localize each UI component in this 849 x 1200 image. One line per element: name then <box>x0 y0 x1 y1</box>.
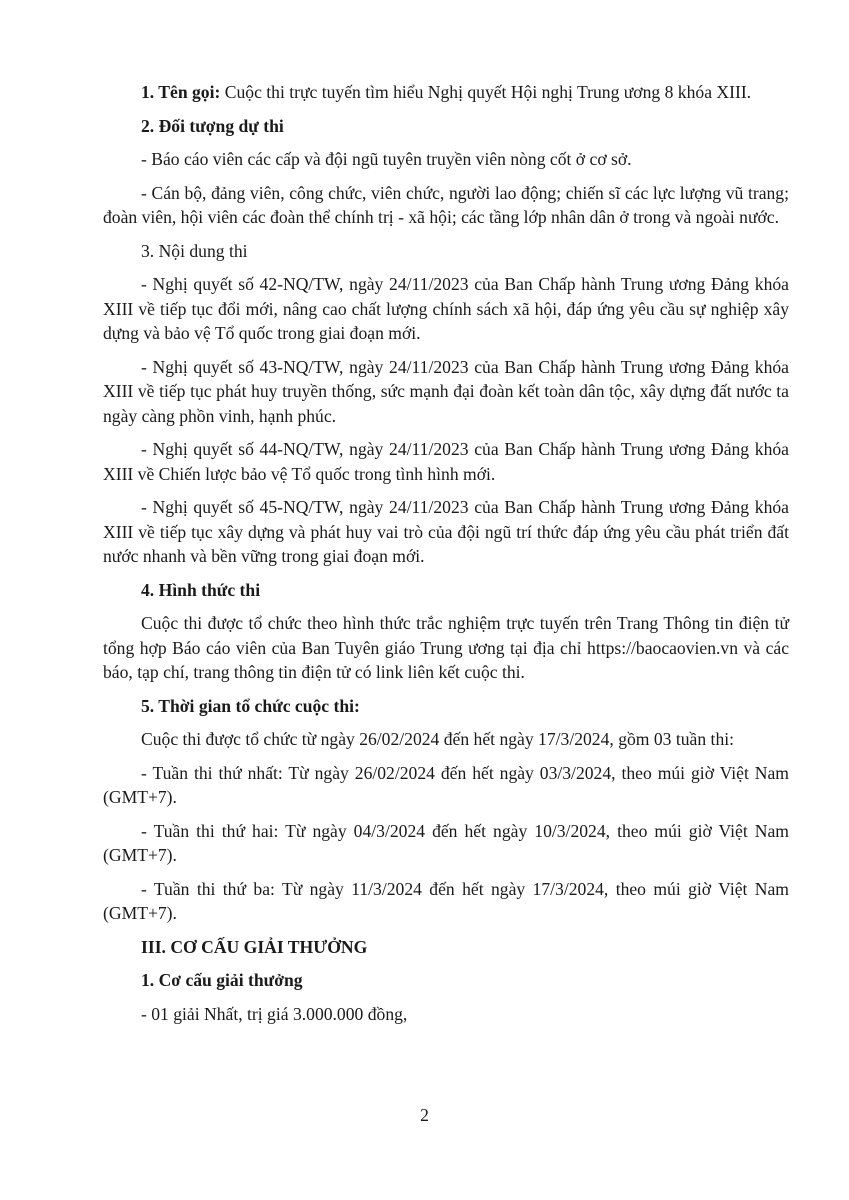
section-4-heading: 4. Hình thức thi <box>141 579 261 600</box>
paragraph: - Tuần thi thứ nhất: Từ ngày 26/02/2024 đến hết ngày 03/3/2024, theo múi giờ Việt Nam (GMT+7). <box>103 762 789 807</box>
paragraph: - Nghị quyết số 44-NQ/TW, ngày 24/11/2023 của Ban Chấp hành Trung ương Đảng khóa XIII về Chiến lược bảo vệ Tổ quốc trong tình hình mới. <box>103 439 789 484</box>
section-1-name <box>103 80 789 105</box>
paragraph: - Tuần thi thứ ba: Từ ngày 11/3/2024 đến hết ngày 17/3/2024, theo múi giờ Việt Nam (GMT+7). <box>103 878 789 923</box>
prize-structure-heading: 1. Cơ cấu giải thưởng <box>141 970 303 990</box>
part-iii-heading: III. CƠ CẤU GIẢI THƯỞNG <box>141 936 368 957</box>
paragraph: - Cán bộ, đảng viên, công chức, viên chức, người lao động; chiến sĩ các lực lượng vũ trang; đoàn viên, hội viên các đoàn thể chính trị - xã hội; các tầng lớp nhân dân ở trong và ngoài nước. <box>103 182 789 227</box>
paragraph: - Tuần thi thứ hai: Từ ngày 04/3/2024 đến hết ngày 10/3/2024, theo múi giờ Việt Nam (GMT+7). <box>103 820 789 865</box>
paragraph: - Nghị quyết số 43-NQ/TW, ngày 24/11/2023 của Ban Chấp hành Trung ương Đảng khóa XIII về tiếp tục phát huy truyền thống, sức mạnh đại đoàn kết toàn dân tộc, xây dựng đất nước ta ngày càng phồn vinh, hạnh phúc. <box>103 356 789 426</box>
document-body <box>103 80 789 1035</box>
paragraph: Cuộc thi được tổ chức theo hình thức trắc nghiệm trực tuyến trên Trang Thông tin điện tử tổng hợp Báo cáo viên của Ban Tuyên giáo Trung ương tại địa chỉ https://baocaovien.vn và các báo, tạp chí, trang thông tin điện tử có link liên kết cuộc thi. <box>103 613 789 682</box>
paragraph: Cuộc thi được tổ chức từ ngày 26/02/2024 đến hết ngày 17/3/2024, gồm 03 tuần thi: <box>141 729 735 749</box>
paragraph: - 01 giải Nhất, trị giá 3.000.000 đồng, <box>141 1003 408 1024</box>
section-1-text: Cuộc thi trực tuyến tìm hiểu Nghị quyết Hội nghị Trung ương 8 khóa XIII. <box>220 82 752 102</box>
paragraph: - Nghị quyết số 42-NQ/TW, ngày 24/11/2023 của Ban Chấp hành Trung ương Đảng khóa XIII về tiếp tục đổi mới, nâng cao chất lượng chính sách xã hội, đáp ứng yêu cầu sự nghiệp xây dựng và bảo vệ Tổ quốc trong giai đoạn mới. <box>103 274 789 343</box>
section-1-label: 1. Tên gọi: <box>141 82 221 102</box>
paragraph: - Nghị quyết số 45-NQ/TW, ngày 24/11/2023 của Ban Chấp hành Trung ương Đảng khóa XIII về tiếp tục xây dựng và phát huy vai trò của đội ngũ trí thức đáp ứng yêu cầu phát triển đất nước nhanh và bền vững trong giai đoạn mới. <box>103 497 789 566</box>
section-2-heading: 2. Đối tượng dự thi <box>141 115 284 136</box>
section-3-heading: 3. Nội dung thi <box>141 240 248 261</box>
section-5-heading: 5. Thời gian tổ chức cuộc thi: <box>141 695 360 716</box>
paragraph: - Báo cáo viên các cấp và đội ngũ tuyên truyền viên nòng cốt ở cơ sở. <box>141 149 632 169</box>
page-number: 2 <box>420 1105 429 1125</box>
